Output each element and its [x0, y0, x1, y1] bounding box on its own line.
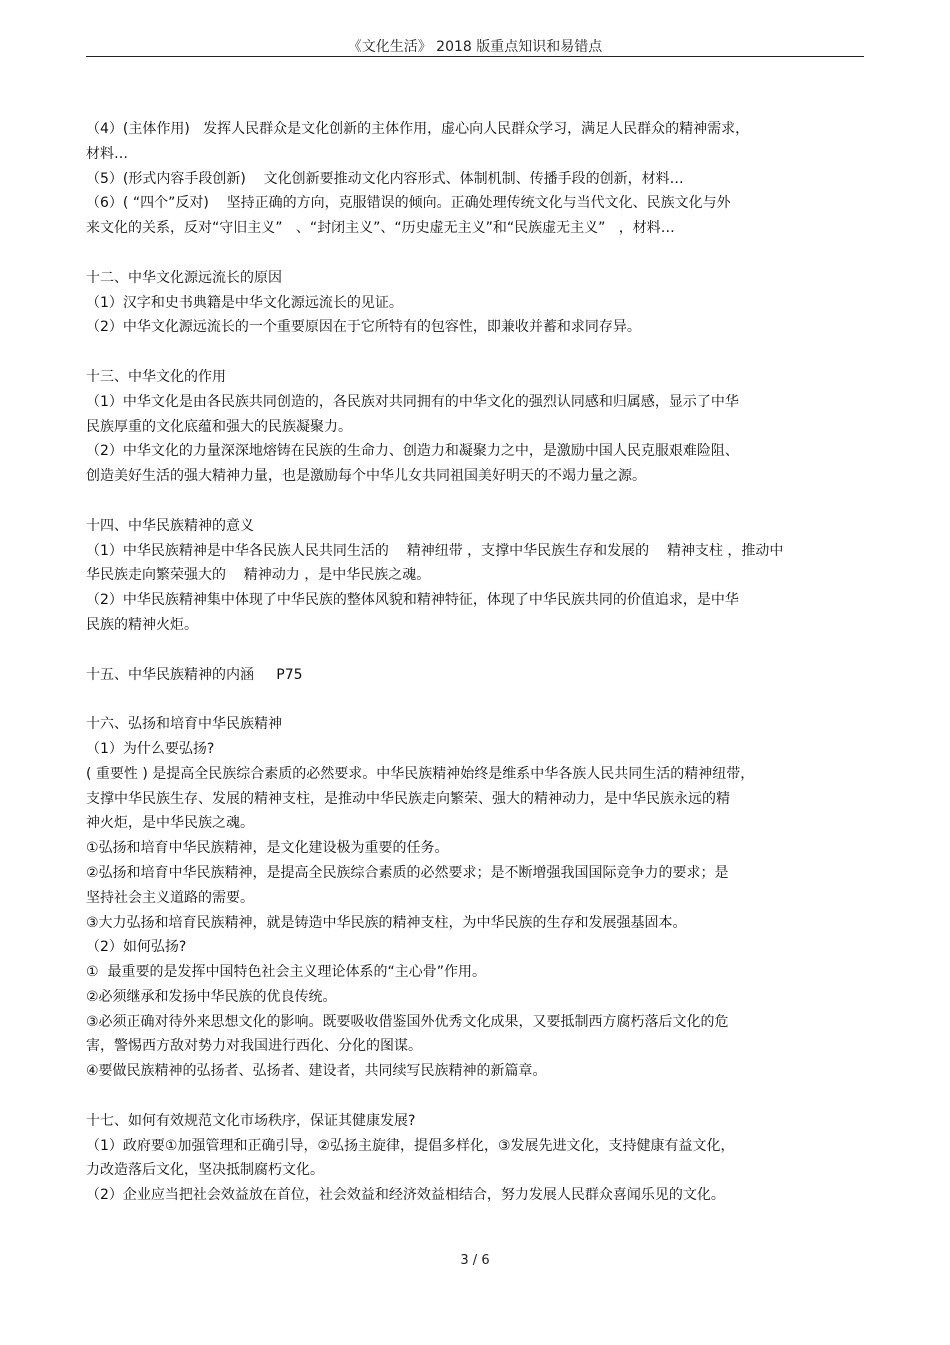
- text-line: （5）(形式内容手段创新) 文化创新要推动文化内容形式、体制机制、传播手段的创新，材料…: [86, 170, 684, 187]
- text-line: （2）企业应当把社会效益放在首位，社会效益和经济效益相结合，努力发展人民群众喜闻乐见的文化。: [86, 1187, 725, 1204]
- text-line: （2）中华文化的力量深深地熔铸在民族的生命力、创造力和凝聚力之中，是激励中国人民克服艰难险阻、: [86, 443, 739, 460]
- text-line: 十六、弘扬和培育中华民族精神: [86, 716, 282, 733]
- page-number: 3 / 6: [460, 1253, 490, 1268]
- header-rule: [86, 56, 864, 57]
- text-line: ①弘扬和培育中华民族精神，是文化建设极为重要的任务。: [86, 840, 449, 857]
- text-line: ②弘扬和培育中华民族精神，是提高全民族综合素质的必然要求；是不断增强我国国际竞争力的要求；是: [86, 864, 729, 881]
- paragraph-gap: [86, 340, 864, 365]
- paragraph-gap: [86, 1084, 864, 1109]
- text-line: 民族的精神火炬。: [86, 616, 198, 633]
- text-line: ( 重要性 ) 是提高全民族综合素质的必然要求。中华民族精神始终是维系中华各族人民共同生活的精神纽带，: [86, 765, 755, 782]
- paragraph-gap: [86, 489, 864, 514]
- text-line: 神火炬，是中华民族之魂。: [86, 815, 254, 832]
- paragraph-gap: [86, 241, 864, 266]
- text-line: ③大力弘扬和培育民族精神，就是铸造中华民族的精神支柱，为中华民族的生存和发展强基固本。: [86, 914, 687, 931]
- text-line: 力改造落后文化，坚决抵制腐朽文化。: [86, 1162, 324, 1179]
- text-line: 十二、中华文化源远流长的原因: [86, 269, 282, 286]
- text-line: 十四、中华民族精神的意义: [86, 517, 254, 534]
- text-line: （2）中华民族精神集中体现了中华民族的整体风貌和精神特征，体现了中华民族共同的价值追求，是中华: [86, 592, 739, 609]
- text-line: （1）中华文化是由各民族共同创造的，各民族对共同拥有的中华文化的强烈认同感和归属感，显示了中华: [86, 393, 739, 410]
- text-line: 坚持社会主义道路的需要。: [86, 889, 254, 906]
- text-line: 害，警惕西方敌对势力对我国进行西化、分化的图谋。: [86, 1038, 422, 1055]
- text-line: 创造美好生活的强大精神力量，也是激励每个中华儿女共同祖国美好明天的不竭力量之源。: [86, 468, 646, 485]
- text-line: 民族厚重的文化底蕴和强大的民族凝聚力。: [86, 418, 352, 435]
- text-line: （1）汉字和史书典籍是中华文化源远流长的见证。: [86, 294, 403, 311]
- text-line: 来文化的关系，反对“守旧主义” 、“封闭主义”、“历史虚无主义”和“民族虚无主义” ，材料…: [86, 220, 675, 237]
- text-line: 支撑中华民族生存、发展的精神支柱，是推动中华民族走向繁荣、强大的精神动力，是中华民族永远的精: [86, 790, 730, 807]
- text-line: （1）中华民族精神是中华各民族人民共同生活的 精神纽带 ，支撑中华民族生存和发展的 精神支柱 ，推动中: [86, 542, 784, 559]
- text-line: 材料…: [86, 145, 128, 162]
- text-line: ④要做民族精神的弘扬者、弘扬者、建设者，共同续写民族精神的新篇章。: [86, 1063, 547, 1080]
- text-line: （6）( “四个”反对) 坚持正确的方向，克服错误的倾向。正确处理传统文化与当代文化、民族文化与外: [86, 195, 731, 212]
- text-line: （2）中华文化源远流长的一个重要原因在于它所特有的包容性，即兼收并蓄和求同存异。: [86, 319, 641, 336]
- text-line: ① 最重要的是发挥中国特色社会主义理论体系的“主心骨”作用。: [86, 964, 486, 981]
- text-line: 十三、中华文化的作用: [86, 368, 226, 385]
- text-line: （2）如何弘扬?: [86, 939, 187, 956]
- document-body: [86, 117, 864, 1208]
- text-line: 十七、如何有效规范文化市场秩序，保证其健康发展?: [86, 1112, 416, 1129]
- text-line: （1）政府要①加强管理和正确引导，②弘扬主旋律，提倡多样化，③发展先进文化，支持健康有益文化，: [86, 1137, 735, 1154]
- paragraph-gap: [86, 687, 864, 712]
- text-line: 华民族走向繁荣强大的 精神动力 ，是中华民族之魂。: [86, 567, 431, 584]
- text-line: （4）(主体作用) 发挥人民群众是文化创新的主体作用，虚心向人民群众学习，满足人民群众的精神需求，: [86, 121, 750, 137]
- text-line: 十五、中华民族精神的内涵 P75: [86, 666, 303, 683]
- page-header-title: 《文化生活》 2018 版重点知识和易错点: [347, 39, 603, 55]
- text-line: ②必须继承和发扬中华民族的优良传统。: [86, 988, 337, 1005]
- text-line: （1）为什么要弘扬?: [86, 740, 215, 757]
- paragraph-gap: [86, 638, 864, 663]
- text-line: ③必须正确对待外来思想文化的影响。既要吸收借鉴国外优秀文化成果，又要抵制西方腐朽落后文化的危: [86, 1013, 729, 1030]
